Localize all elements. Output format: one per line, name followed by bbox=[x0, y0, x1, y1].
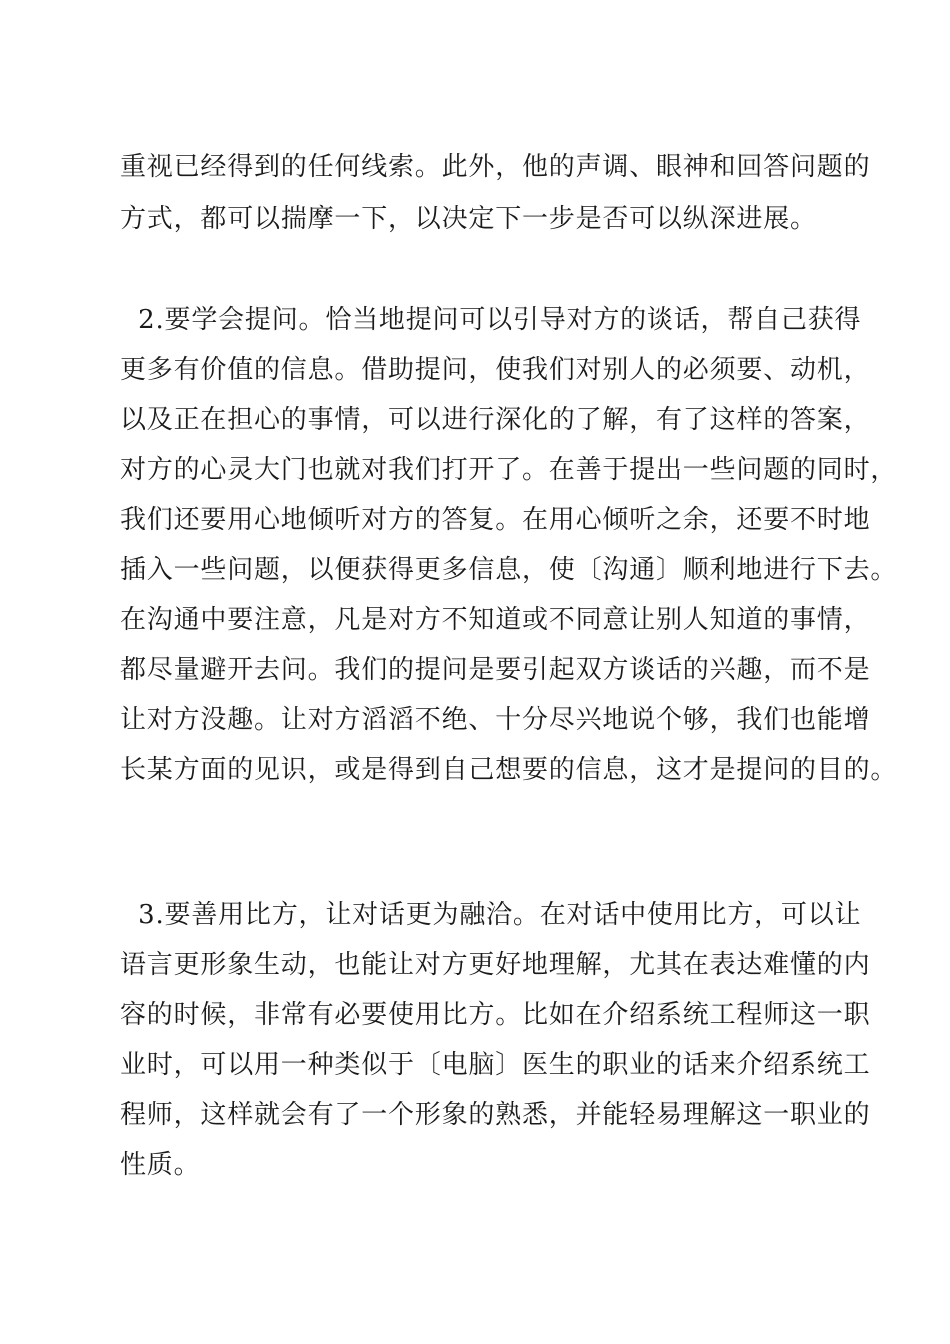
text-line: 业时，可以用一种类似于〔电脑〕医生的职业的话来介绍系统工 bbox=[120, 1050, 871, 1080]
text-line: 都尽量避开去问。我们的提问是要引起双方谈话的兴趣，而不是 bbox=[120, 655, 871, 685]
text-line: 以及正在担心的事情，可以进行深化的了解，有了这样的答案， bbox=[120, 405, 871, 435]
text-line: 让对方没趣。让对方滔滔不绝、十分尽兴地说个够，我们也能增 bbox=[120, 705, 871, 735]
text-line: 在沟通中要注意，凡是对方不知道或不同意让别人知道的事情， bbox=[120, 605, 871, 635]
text-line: 长某方面的见识，或是得到自己想要的信息，这才是提问的目的。 bbox=[120, 755, 898, 785]
text-line: 方式，都可以揣摩一下，以决定下一步是否可以纵深进展。 bbox=[120, 204, 817, 234]
text-line: 性质。 bbox=[120, 1150, 201, 1180]
text-line: 语言更形象生动，也能让对方更好地理解，尤其在表达难懂的内 bbox=[120, 950, 871, 980]
text-line: 插入一些问题，以便获得更多信息，使〔沟通〕顺利地进行下去。 bbox=[120, 555, 898, 585]
text-line: 程师，这样就会有了一个形象的熟悉，并能轻易理解这一职业的 bbox=[120, 1100, 871, 1130]
text-line: 重视已经得到的任何线索。此外，他的声调、眼神和回答问题的 bbox=[120, 152, 871, 182]
text-line: 更多有价值的信息。借助提问，使我们对别人的必须要、动机， bbox=[120, 355, 871, 385]
section-2-heading-line: 2.要学会提问。恰当地提问可以引导对方的谈话，帮自己获得 bbox=[120, 305, 862, 335]
text-line: 容的时候，非常有必要使用比方。比如在介绍系统工程师这一职 bbox=[120, 1000, 871, 1030]
text-line: 我们还要用心地倾听对方的答复。在用心倾听之余，还要不时地 bbox=[120, 505, 871, 535]
section-3-heading-line: 3.要善用比方，让对话更为融洽。在对话中使用比方，可以让 bbox=[120, 900, 862, 930]
text-line: 对方的心灵大门也就对我们打开了。在善于提出一些问题的同时， bbox=[120, 455, 898, 485]
